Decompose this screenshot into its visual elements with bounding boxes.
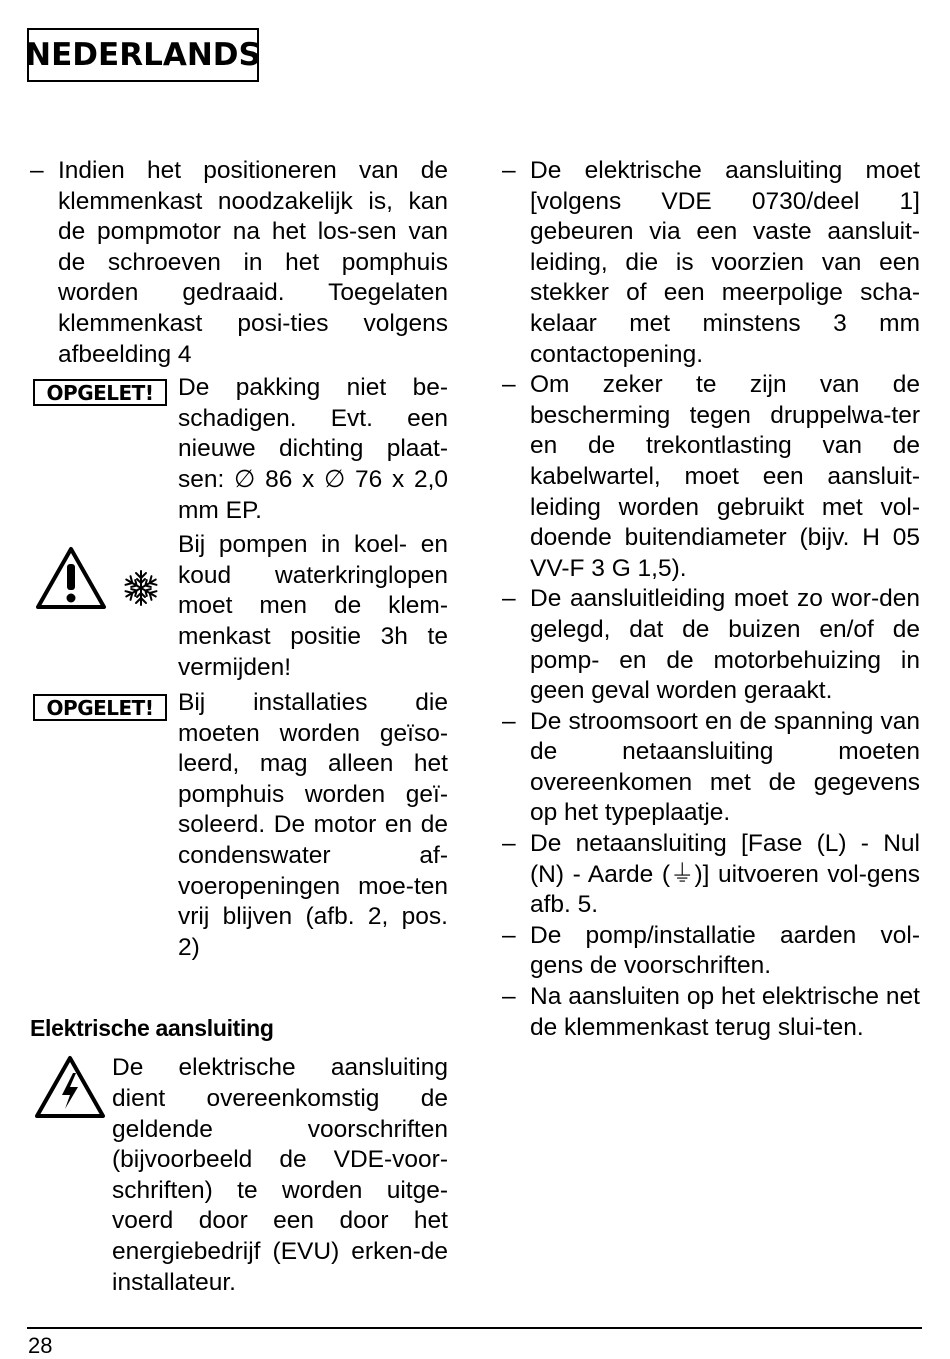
list-item	[502, 707, 920, 829]
list-item	[502, 921, 920, 982]
dash-bullet: –	[502, 921, 516, 949]
list-item	[30, 156, 448, 370]
warning-block	[30, 530, 448, 683]
list-item	[502, 584, 920, 706]
list-item	[502, 156, 920, 370]
list-item	[502, 829, 920, 921]
section-title: Elektrische aansluiting	[30, 1015, 274, 1042]
caution-block-2	[30, 688, 448, 963]
right-column	[502, 156, 920, 1043]
left-column	[30, 156, 448, 1298]
footer-divider	[27, 1327, 922, 1329]
dash-bullet: –	[502, 830, 516, 858]
dash-bullet: –	[502, 707, 516, 735]
item-text: Na aansluiten op het elektrische net de klemmenkast terug slui-ten.	[530, 983, 920, 1041]
dash-bullet: –	[30, 157, 44, 184]
item-text: De pomp/installatie aarden vol-gens de voorschriften.	[530, 921, 920, 980]
caution-text: Bij installaties die moeten worden geïso-leerd, mag alleen het pomphuis worden geï-soleerd. De motor en de condenswater af-voeropeningen moe-ten vrij blijven (afb. 2, pos. 2)	[178, 689, 448, 961]
dash-bullet: –	[502, 983, 516, 1011]
warning-text: Bij pompen in koel- en koud waterkringlopen moet men de klem-menkast positie 3h te vermijden!	[178, 531, 448, 681]
warning-triangle-icon	[35, 546, 107, 610]
item-text: De stroomsoort en de spanning van de netaansluiting moeten overeenkomen met de gegevens op het typeplaatje.	[530, 707, 920, 827]
dash-bullet: –	[502, 585, 516, 613]
caution-block-1	[30, 373, 448, 526]
item-text: De aansluitleiding moet zo wor-den gelegd, dat de buizen en/of de pomp- en de motorbehuizing in geen geval worden geraakt.	[530, 585, 920, 705]
electrical-block	[30, 1053, 448, 1298]
page-number: 28	[28, 1333, 53, 1358]
dash-bullet: –	[502, 371, 516, 399]
language-header: NEDERLANDS	[27, 28, 259, 82]
snowflake-icon	[121, 568, 161, 608]
high-voltage-icon	[34, 1055, 106, 1119]
electrical-text: De elektrische aansluiting dient overeenkomstig de geldende voorschriften (bijvoorbeeld de VDE-voor-schriften) te worden uitge-voerd door een door het energiebedrijf (EVU) erken-de installateur.	[112, 1054, 448, 1296]
item-text: Indien het positioneren van de klemmenkast noodzakelijk is, kan de pompmotor na het los-sen van de schroeven in het pomphuis worden gedraaid. Toegelaten klemmenkast posi-ties volgens afbeelding 4	[58, 157, 448, 368]
dash-bullet: –	[502, 157, 516, 184]
caution-label: OPGELET!	[33, 379, 167, 406]
caution-label: OPGELET!	[33, 694, 167, 721]
item-text: Om zeker te zijn van de bescherming tegen druppelwa-ter en de trekontlasting van de kabelwartel, moet een aansluit-leiding worden gebruikt met vol-doende buitendiameter (bijv. H 05 VV-F 3 G 1,5).	[530, 371, 920, 582]
item-text: De netaansluiting [Fase (L) - Nul (N) - Aarde (⏚)] uitvoeren vol-gens afb. 5.	[530, 830, 920, 919]
list-item	[502, 982, 920, 1043]
list-item	[502, 370, 920, 584]
item-text: De elektrische aansluiting moet [volgens VDE 0730/deel 1] gebeuren via een vaste aansluit-leiding, die is voorzien van een stekker of een meerpolige scha-kelaar met minstens 3 mm contactopening.	[530, 157, 920, 368]
caution-text: De pakking niet be-schadigen. Evt. een nieuwe dichting plaat-sen: ∅ 86 x ∅ 76 x 2,0 mm EP.	[178, 374, 448, 524]
